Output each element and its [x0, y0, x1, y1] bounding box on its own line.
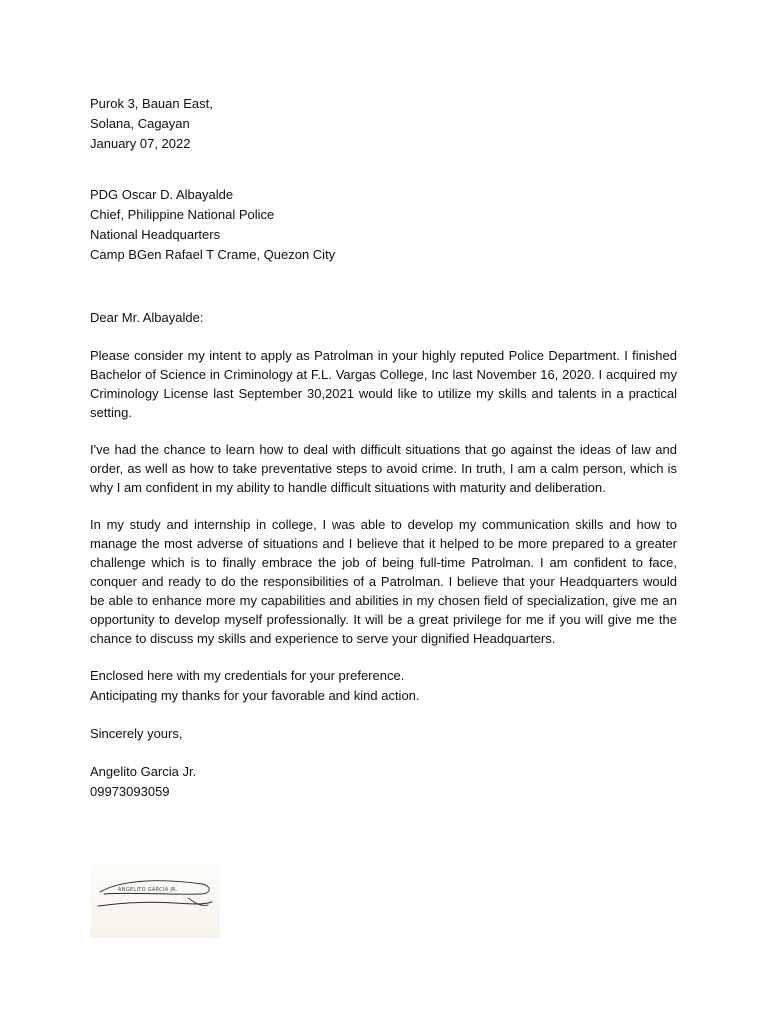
letter-date: January 07, 2022 — [90, 136, 191, 151]
recipient-office: National Headquarters — [90, 227, 221, 242]
signature-printed-name: ANGELITO GARCIA JR. — [118, 887, 178, 893]
signer-name: Angelito Garcia Jr. — [90, 764, 197, 779]
closing-block — [90, 666, 677, 706]
closing-line-2: Anticipating my thanks for your favorable and kind action. — [90, 688, 420, 703]
closing-line-1: Enclosed here with my credentials for your preference. — [90, 668, 405, 683]
valediction: Sincerely yours, — [90, 726, 183, 741]
recipient-title: Chief, Philippine National Police — [90, 207, 275, 222]
sender-address-line-1: Purok 3, Bauan East, — [90, 96, 213, 111]
recipient-name: PDG Oscar D. Albayalde — [90, 187, 234, 202]
salutation: Dear Mr. Albayalde: — [90, 310, 204, 325]
body-paragraph-1: Please consider my intent to apply as Patrolman in your highly reputed Police Department. I finished Bachelor of Science in Criminology at F.L. Vargas College, Inc last November 16, 2020. I acquired my Criminology License last September 30,2021 would like to utilize my skills and talents in a practical setting. — [90, 348, 677, 420]
signature-drawing — [90, 858, 220, 938]
signer-block — [90, 762, 677, 802]
recipient-address: Camp BGen Rafael T Crame, Quezon City — [90, 247, 336, 262]
recipient-address-block — [90, 185, 677, 265]
signature-image — [90, 858, 220, 938]
sender-address-block — [90, 94, 677, 154]
signer-phone: 09973093059 — [90, 784, 170, 799]
sender-address-line-2: Solana, Cagayan — [90, 116, 190, 131]
body-paragraph-2: I've had the chance to learn how to deal with difficult situations that go against the ideas of law and order, as well as how to take preventative steps to avoid crime. In truth, I am a calm person, which is why I am confident in my ability to handle difficult situations with maturity and deliberation. — [90, 442, 677, 495]
letter — [90, 94, 677, 802]
body-paragraph-3: In my study and internship in college, I was able to develop my communication skills and how to manage the most adverse of situations and I believe that it helped to be more prepared to a greater challenge which is to finally embrace the job of being full-time Patrolman. I am confident to face, conquer and ready to do the responsibilities of a Patrolman. I believe that your Headquarters would be able to enhance more my capabilities and abilities in my chosen field of specialization, give me an opportunity to develop myself professionally. It will be a great privilege for me if you will give me the chance to discuss my skills and experience to serve your dignified Headquarters. — [90, 517, 677, 646]
